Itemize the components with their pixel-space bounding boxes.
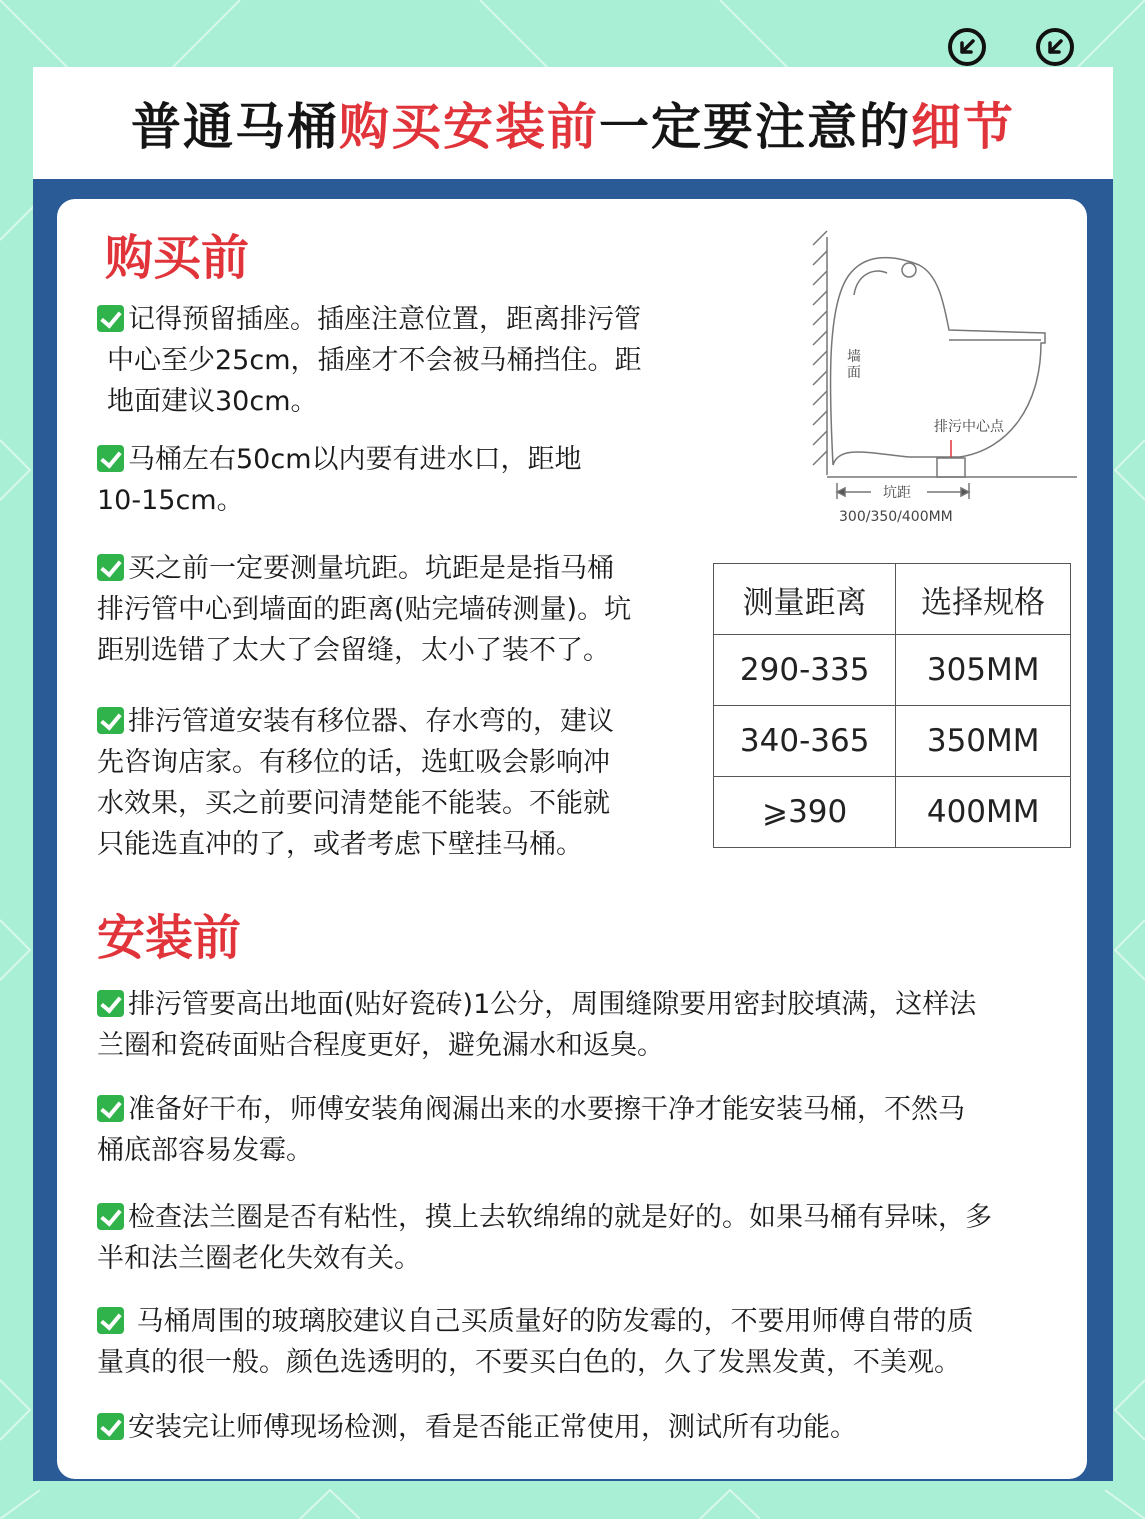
checkmark-icon [97, 445, 124, 472]
checkmark-icon [97, 1095, 124, 1122]
item-text: 只能选直冲的了，或者考虑下壁挂马桶。 [97, 829, 583, 860]
list-item [97, 1089, 965, 1171]
title-part-1: 普通马桶 [131, 98, 339, 156]
list-item [97, 548, 631, 671]
item-text: 排污管要高出地面(贴好瓷砖)1公分，周围缝隙要用密封胶填满，这样法 [128, 989, 977, 1020]
item-text: 排污管道安装有移位器、存水弯的，建议 [128, 706, 614, 737]
list-item [97, 299, 642, 422]
item-text: 准备好干布，师傅安装角阀漏出来的水要擦干净才能安装马桶，不然马 [128, 1094, 965, 1125]
table-cell: 290-335 [714, 635, 896, 706]
arrow-down-left-circle-icon[interactable] [1036, 28, 1074, 66]
table-header-cell: 测量距离 [714, 564, 896, 635]
list-item [97, 439, 582, 521]
title-part-2: 购买安装前 [339, 98, 599, 156]
item-text: 买之前一定要测量坑距。坑距是是指马桶 [128, 553, 614, 584]
spec-table [713, 563, 1071, 848]
item-text: 半和法兰圈老化失效有关。 [97, 1243, 421, 1274]
table-header-cell: 选择规格 [896, 564, 1071, 635]
wall-label: 墙 [847, 349, 861, 365]
item-text: 马桶左右50cm以内要有进水口，距地 [128, 444, 582, 475]
page-title [33, 67, 1113, 179]
checkmark-icon [97, 554, 124, 581]
item-text: 记得预留插座。插座注意位置，距离排污管 [128, 304, 641, 335]
table-cell: ⩾390 [714, 777, 896, 848]
list-item [97, 984, 976, 1066]
list-item [97, 1197, 992, 1279]
table-header-row [714, 564, 1071, 635]
title-part-4: 细节 [911, 98, 1015, 156]
checkmark-icon [97, 305, 124, 332]
arrow-down-left-circle-icon[interactable] [948, 28, 986, 66]
item-text: 安装完让师傅现场检测，看是否能正常使用，测试所有功能。 [128, 1412, 857, 1443]
drain-center-label: 排污中心点 [934, 419, 1004, 435]
list-item [97, 1407, 857, 1448]
table-row [714, 635, 1071, 706]
table-row [714, 706, 1071, 777]
section-heading-before-install: 安装前 [97, 910, 242, 966]
item-text: 中心至少25cm，插座才不会被马桶挡住。距 [107, 345, 642, 376]
checkmark-icon [97, 1307, 124, 1334]
item-text: 10-15cm。 [97, 485, 244, 516]
item-text: 先咨询店家。有移位的话，选虹吸会影响冲 [97, 747, 610, 778]
checkmark-icon [97, 990, 124, 1017]
item-text: 兰圈和瓷砖面贴合程度更好，避免漏水和返臭。 [97, 1030, 664, 1061]
list-item [97, 701, 614, 865]
table-cell: 400MM [896, 777, 1071, 848]
checkmark-icon [97, 1413, 124, 1440]
item-text: 排污管中心到墙面的距离(贴完墙砖测量)。坑 [97, 594, 632, 625]
table-cell: 305MM [896, 635, 1071, 706]
item-text: 量真的很一般。颜色选透明的，不要买白色的，久了发黑发黄，不美观。 [97, 1347, 961, 1378]
section-heading-before-buy: 购买前 [105, 230, 250, 286]
toilet-pit-diagram [809, 225, 1079, 535]
item-text: 检查法兰圈是否有粘性，摸上去软绵绵的就是好的。如果马桶有异味，多 [128, 1202, 992, 1233]
item-text: 距别选错了太大了会留缝，太小了装不了。 [97, 635, 610, 666]
checkmark-icon [97, 1203, 124, 1230]
item-text: 地面建议30cm。 [107, 386, 318, 417]
table-cell: 350MM [896, 706, 1071, 777]
table-cell: 340-365 [714, 706, 896, 777]
list-item [97, 1301, 974, 1383]
item-text: 马桶周围的玻璃胶建议自己买质量好的防发霉的，不要用师傅自带的质 [128, 1306, 974, 1337]
inner-panel [57, 199, 1087, 1479]
item-text: 水效果，买之前要问清楚能不能装。不能就 [97, 788, 610, 819]
wall-label: 面 [847, 365, 861, 381]
title-part-3: 一定要注意的 [599, 98, 911, 156]
table-row [714, 777, 1071, 848]
pit-distance-label: 坑距 [883, 485, 911, 501]
checkmark-icon [97, 707, 124, 734]
pit-sizes-label: 300/350/400MM [839, 509, 953, 525]
content-card [33, 67, 1113, 1481]
item-text: 桶底部容易发霉。 [97, 1135, 313, 1166]
